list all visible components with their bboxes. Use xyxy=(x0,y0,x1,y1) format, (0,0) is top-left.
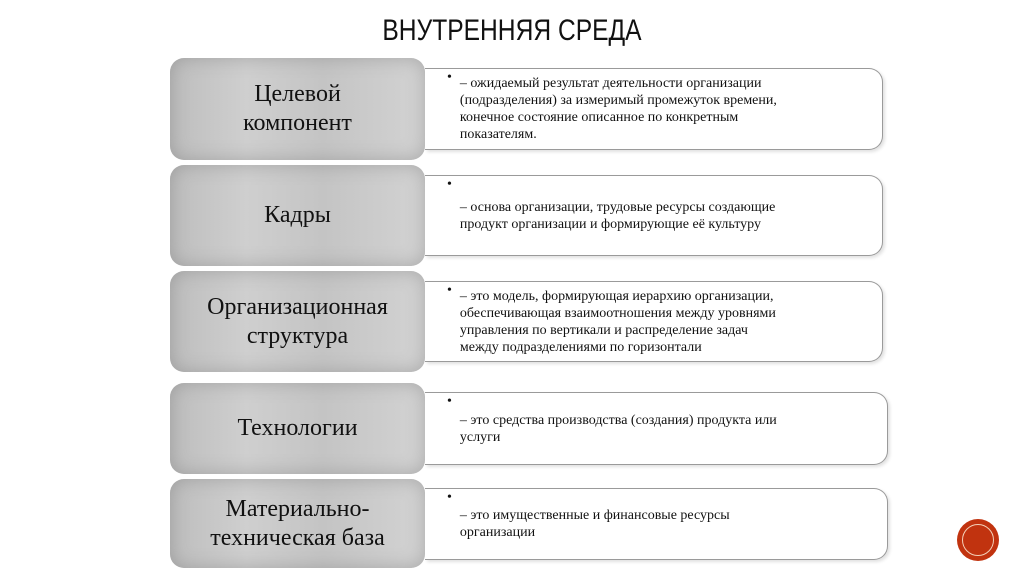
bullet-icon: • xyxy=(447,70,452,85)
bullet-icon: • xyxy=(447,283,452,298)
label-box: Кадры xyxy=(170,165,425,266)
description-box xyxy=(425,68,883,150)
description-text: – ожидаемый результат деятельности организации (подразделения) за измеримый промежуток времени, конечное состояние описанное по конкретным показателям. xyxy=(459,76,777,142)
bullet-icon: • xyxy=(447,394,452,409)
bullet-icon: • xyxy=(447,177,452,192)
description-text: – это имущественные и финансовые ресурсы организации xyxy=(459,508,730,540)
description-text: – основа организации, трудовые ресурсы создающие продукт организации и формирующие её культуру xyxy=(459,199,776,232)
bullet-icon: • xyxy=(447,490,452,505)
decorative-circle-icon xyxy=(959,521,997,559)
slide-title: ВНУТРЕННЯЯ СРЕДА xyxy=(382,14,642,47)
description-text: – это модель, формирующая иерархию организации, обеспечивающая взаимоотношения между уровнями управления по вертикали и распределение задач между подразделениями по горизонтали xyxy=(459,288,776,355)
description-text: – это средства производства (создания) продукта или услуги xyxy=(459,412,777,445)
label-box: Организационная структура xyxy=(170,271,425,372)
description-box xyxy=(425,175,883,256)
label-box: Материально- техническая база xyxy=(170,479,425,568)
description-box xyxy=(425,392,888,465)
description-box xyxy=(425,281,883,362)
label-box: Целевой компонент xyxy=(170,58,425,160)
label-box: Технологии xyxy=(170,383,425,474)
description-box xyxy=(425,488,888,560)
